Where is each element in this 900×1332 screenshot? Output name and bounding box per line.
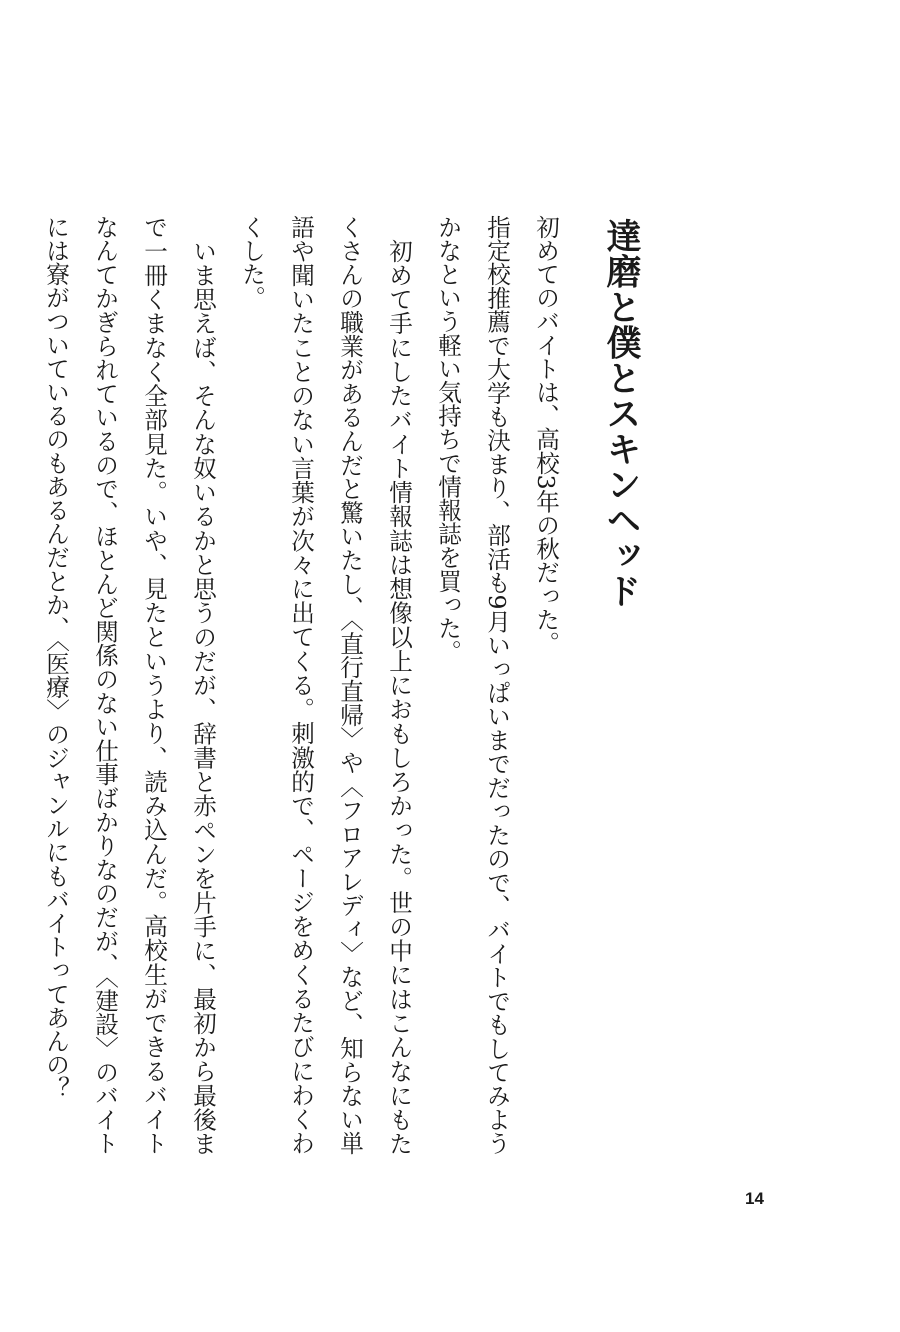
paragraph: 初めて手にしたバイト情報誌は想像以上におもしろかった。世の中にはこんなにもたくさんの職業があるんだと驚いたし、〈直行直帰〉や〈フロアレディ〉など、知らない単語や聞いたことのない言葉が次々に出てくる。刺激的で、ページをめくるたびにわくわくした。 <box>238 215 413 1155</box>
paragraph: いま思えば、そんな奴いるかと思うのだが、辞書と赤ペンを片手に、最初から最後まで一冊くまなく全部見た。いや、見たというより、読み込んだ。高校生ができるバイトなんてかぎられているので、ほとんど関係のない仕事ばかりなのだが、〈建設〉のバイトには寮がついているのもあるんだとか、〈医療〉のジャンルにもバイトってあんの？ <box>42 215 217 1155</box>
chapter-title: 達磨と僕とスキンヘッド <box>601 218 641 609</box>
body-text <box>31 215 570 1155</box>
paragraph: 初めてのバイトは、高校3年の秋だった。 <box>532 215 560 655</box>
page-number: 14 <box>745 1189 764 1208</box>
paragraph: 指定校推薦で大学も決まり、部活も9月いっぱいまでだったので、バイトでもしてみようかなという軽い気持ちで情報誌を買った。 <box>434 215 511 1155</box>
